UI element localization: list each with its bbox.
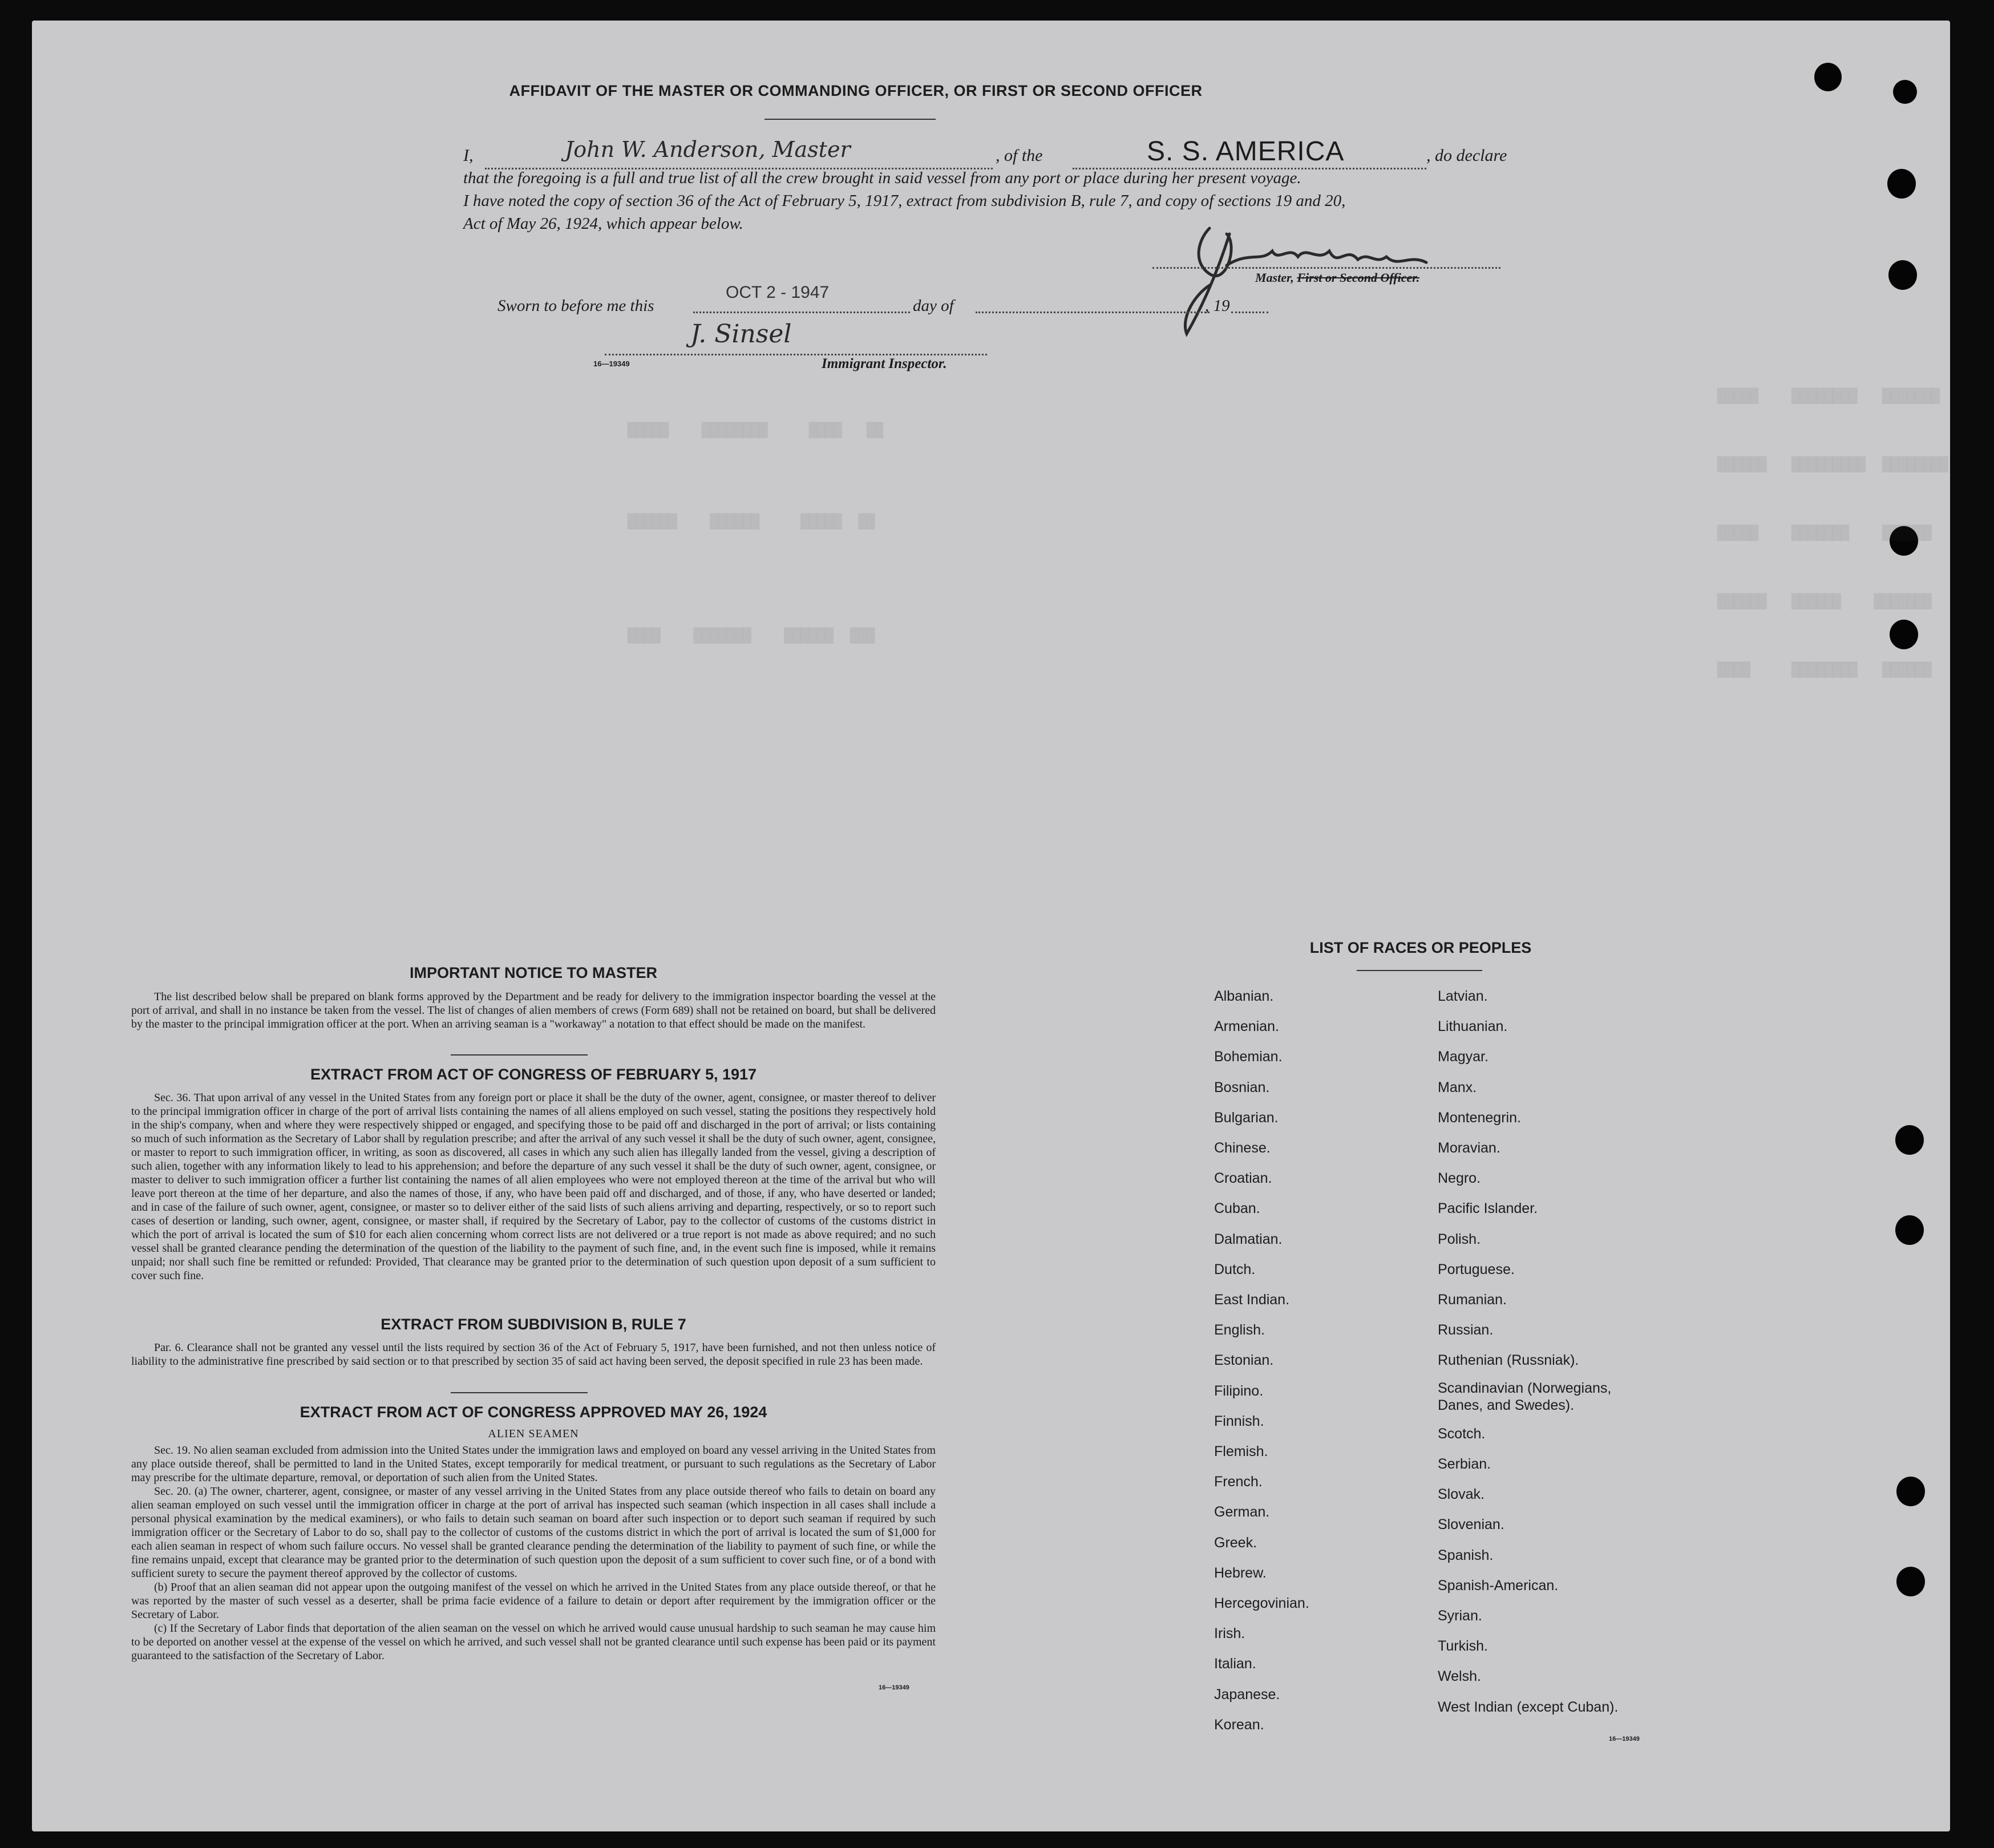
race-item: French. [1214,1474,1263,1490]
month-line [976,312,1210,313]
master-title-label [1255,270,1419,285]
races-title: LIST OF RACES OR PEOPLES [1309,939,1532,956]
race-item: Bulgarian. [1214,1109,1279,1126]
race-item: Hercegovinian. [1214,1595,1309,1611]
race-item: Spanish-American. [1438,1577,1559,1594]
race-item: Slovenian. [1438,1517,1504,1533]
extract-1917-title: EXTRACT FROM ACT OF CONGRESS OF FEBRUARY 5, 1917 [310,1066,757,1083]
binder-hole [1896,1567,1925,1596]
extract-1924-title: EXTRACT FROM ACT OF CONGRESS APPROVED MAY 26, 1924 [300,1404,767,1421]
extract-1917-text: Sec. 36. That upon arrival of any vessel in the United States from any foreign port or place it shall be the duty of the owner, agent, consignee, or master thereof to deliver to the principal immigration officer in charge of the port of arrival lists containing the names of all aliens employed on such vessel, stating the positions they respectively hold in the ship's company, when and where they were respectively shipped or engaged, and specifying those to be paid off and discharged in the port of arrival; or lists containing so much of such information as the Secretary of Labor shall by regulation prescribe; and after the arrival of any such vessel it shall be the duty of such owner, agent, consignee, or master to report to such immigration officer, in writing, as soon as discovered, all cases in which any such alien has illegally landed from the vessel, giving a description of such alien, together with any information likely to lead to his apprehension; and before the departure of any such vessel it shall be the duty of such owner, agent, consignee, or master to deliver to such immigration officer a further list containing the names of all alien employees who were not employed thereon at the time of the arrival but who will leave port thereon at the time of her departure, and also the names of those, if any, who have been paid off and discharged, and of those, if any, who have deserted or landed; and in case of the failure of such owner, agent, consignee, or master so to deliver either of the said lists of such aliens arriving and departing, respectively, or so to report such cases of desertion or landing, such owner, agent, consignee, or master shall, if required by the Secretary of Labor, pay to the collector of customs of the customs district in which the port of arrival is located the sum of $10 for each alien concerning whom correct lists are not delivered or a true report is not made as above required; and no such vessel shall be granted clearance pending the determination of the question of the liability to the payment of such fine, and, in the event such fine is imposed, while it remains unpaid; nor shall such fine be remitted or refunded: Provided, That clearance may be granted prior to the determination of such question upon deposit of a sum sufficient to cover such fine. [131,1091,936,1282]
binder-hole [1895,1125,1924,1155]
vessel-name: S. S. AMERICA [1147,136,1345,167]
race-item: English. [1214,1322,1265,1339]
bleed-through: █████ ███████ ██████ [1717,525,1932,541]
section-divider [451,1392,588,1393]
race-item: Cuban. [1214,1200,1260,1217]
race-item: German. [1214,1504,1270,1521]
race-item: Estonian. [1214,1352,1274,1369]
race-item: Latvian. [1438,988,1488,1004]
race-item: Greek. [1214,1534,1257,1551]
extract-1924-body [131,1443,936,1663]
inspector-signature: J. Sinsel [690,320,792,349]
subdivision-text: Par. 6. Clearance shall not be granted any vessel until the lists required by section 36 of the Act of February 5, 1917, have been furnished, and not then unless notice of liability to the administrative fine prescribed by said section or to that prescribed by section 35 of said act having been served, the deposit specified in rule 23 has been made. [131,1341,936,1368]
race-item: Armenian. [1214,1018,1279,1035]
sec-20a-text: Sec. 20. (a) The owner, charterer, agent, consignee, or master of any vessel arriving in the United States from any place outside thereof who fails to detain on board any alien seaman employed on such vessel until the immigration officer in charge at the port of arrival has inspected such seaman (which inspection in all cases shall include a personal physical examination by the medical examiners), or who fails to detain such seaman on board after such inspection or to deport such seaman if required by such immigration officer or the Secretary of Labor to do so, shall pay to the collector of customs of the customs district in which the port of arrival is located the sum of $1,000 for each alien seaman in respect of whom such failure occurs. No vessel shall be granted clearance pending the determination of the liability to payment of such fine, or while the fine remains unpaid, except that clearance may be granted prior to the determination of such question upon the deposit of a sum sufficient to cover such fine, or of a bond with sufficient surety to secure the payment thereof approved by the collector of customs. [131,1485,936,1580]
race-item: Scotch. [1438,1425,1486,1442]
sworn-date-line [693,312,910,313]
affidavit-title: AFFIDAVIT OF THE MASTER OR COMMANDING OFFICER, OR FIRST OR SECOND OFFICER [509,82,1203,99]
bleed-through: █████ ████████ ███████ [1717,388,1940,404]
day-of-label: day of [913,297,954,315]
races-divider [1357,970,1482,971]
race-item: Finnish. [1214,1413,1264,1429]
binder-hole [1887,169,1916,199]
race-item: Moravian. [1438,1140,1500,1156]
race-item: Filipino. [1214,1382,1264,1399]
bleed-through: ██████ ██████ █████ ██ [628,513,875,529]
extract-1917-body [131,1091,936,1283]
race-item: Italian. [1214,1656,1256,1672]
race-item: Serbian. [1438,1456,1491,1472]
race-item: Bohemian. [1214,1049,1283,1065]
year-label: , 19 [1205,297,1230,315]
subdivision-title: EXTRACT FROM SUBDIVISION B, RULE 7 [381,1316,686,1333]
binder-hole [1890,620,1918,649]
form-number-races: 16—19349 [1609,1736,1640,1742]
inspector-label: Immigrant Inspector. [822,356,947,371]
binder-hole [1896,1477,1925,1506]
year-line [1231,312,1268,313]
bleed-through: ████ ████████ ██████ [1717,662,1932,678]
notice-title: IMPORTANT NOTICE TO MASTER [410,964,657,981]
race-item: Chinese. [1214,1140,1271,1156]
race-item: Croatian. [1214,1170,1272,1187]
race-item: Bosnian. [1214,1079,1270,1095]
sec-19-text: Sec. 19. No alien seaman excluded from admission into the United States under the immigration laws and employed on board any vessel arriving in the United States from any place outside thereof, shall be permitted to land in the United States, except temporarily for medical treatment, or pursuant to such regulations as the Secretary of Labor may prescribe for the ultimate departure, removal, or deportation of such alien from the United States. [131,1444,936,1484]
race-item: Flemish. [1214,1443,1268,1459]
race-item: Dutch. [1214,1261,1256,1277]
form-number-notices: 16—19349 [879,1684,909,1691]
race-item: Lithuanian. [1438,1018,1508,1035]
race-item: Portuguese. [1438,1261,1515,1277]
notice-body [131,990,936,1031]
race-item: Slovak. [1438,1486,1485,1503]
notice-text: The list described below shall be prepared on blank forms approved by the Department and be ready for delivery to the immigration inspector boarding the vessel at the port of arrival, and shall in no instance be taken from the vessel. The list of changes of alien members of crews (Form 689) shall not be retained on board, but shall be delivered by the master to the principal immigration officer at the port. When an arriving seaman is a "workaway" a notation to that effect should be made on the manifest. [131,990,936,1030]
bleed-through: █████ ████████ ████ ██ [628,422,883,438]
race-item: Spanish. [1438,1547,1494,1563]
section-divider [451,1054,588,1056]
sworn-label: Sworn to before me this [498,297,654,315]
race-item: Albanian. [1214,988,1274,1004]
alien-seamen-subtitle: ALIEN SEAMEN [488,1428,579,1440]
affidavit-text-line-3: I have noted the copy of section 36 of the Act of February 5, 1917, extract from subdivision B, rule 7, and copy of sections 19 and 20, [463,192,1346,210]
date-stamp: OCT 2 - 1947 [726,283,830,302]
race-item: East Indian. [1214,1292,1290,1308]
race-item: Polish. [1438,1231,1481,1247]
race-item: Montenegrin. [1438,1109,1521,1126]
form-number: 16—19349 [593,359,630,368]
race-item: Syrian. [1438,1608,1482,1624]
struck-officer-label: First or Second Officer. [1297,270,1420,285]
binder-hole [1814,63,1842,91]
race-item: Scandinavian (Norwegians, Danes, and Swedes). [1438,1380,1612,1413]
bleed-through: ██████ ██████ ███████ [1717,593,1932,609]
affidavit-i-label: I, [463,146,474,165]
binder-hole [1895,1215,1924,1245]
binder-hole [1888,260,1917,290]
title-divider [765,119,936,120]
race-item: Rumanian. [1438,1292,1507,1308]
of-the-label: , of the [996,146,1043,165]
race-item: Turkish. [1438,1638,1488,1655]
race-item: Korean. [1214,1716,1264,1733]
race-item: Negro. [1438,1170,1481,1187]
subdivision-body [131,1341,936,1368]
sec-20b-text: (b) Proof that an alien seaman did not appear upon the outgoing manifest of the vessel on which he arrived in the United States from any place outside thereof, or that he was reported by the master of such vessel as a deserter, shall be prima facie evidence of a failure to detain or deport after requirement by the immigration officer or the Secretary of Labor. [131,1581,936,1621]
master-label: Master, [1255,270,1294,285]
race-item: Japanese. [1214,1686,1280,1703]
race-item: Magyar. [1438,1049,1489,1065]
race-item: Ruthenian (Russniak). [1438,1352,1579,1369]
master-signature-line [1152,267,1500,269]
race-item: Russian. [1438,1322,1494,1339]
inspector-signature-line [605,354,987,355]
sec-20c-text: (c) If the Secretary of Labor finds that deportation of the alien seaman on the vessel on which he arrived would cause unusual hardship to such seaman he may cause him to be deported on another vessel at the expense of the vessel on which he arrived, and such vessel shall not be granted clearance until such expense has been paid or its payment guaranteed to the satisfaction of the Secretary of Labor. [131,1622,936,1662]
race-item: Dalmatian. [1214,1231,1283,1247]
race-item: Manx. [1438,1079,1477,1095]
race-item: West Indian (except Cuban). [1438,1699,1619,1715]
binder-hole [1893,80,1917,104]
race-item: Hebrew. [1214,1564,1267,1581]
master-name-handwritten: John W. Anderson, Master [565,137,851,162]
bleed-through: ████ ███████ ██████ ███ [628,628,875,644]
race-item: Irish. [1214,1625,1245,1642]
race-item: Pacific Islander. [1438,1200,1538,1217]
race-item: Welsh. [1438,1668,1481,1685]
affidavit-text-line-2: that the foregoing is a full and true list of all the crew brought in said vessel from any port or place during her present voyage. [463,169,1301,187]
do-declare-label: , do declare [1426,146,1507,165]
affidavit-text-line-4: Act of May 26, 1924, which appear below. [463,215,743,233]
bleed-through: ██████ █████████ ████████ [1717,456,1948,472]
